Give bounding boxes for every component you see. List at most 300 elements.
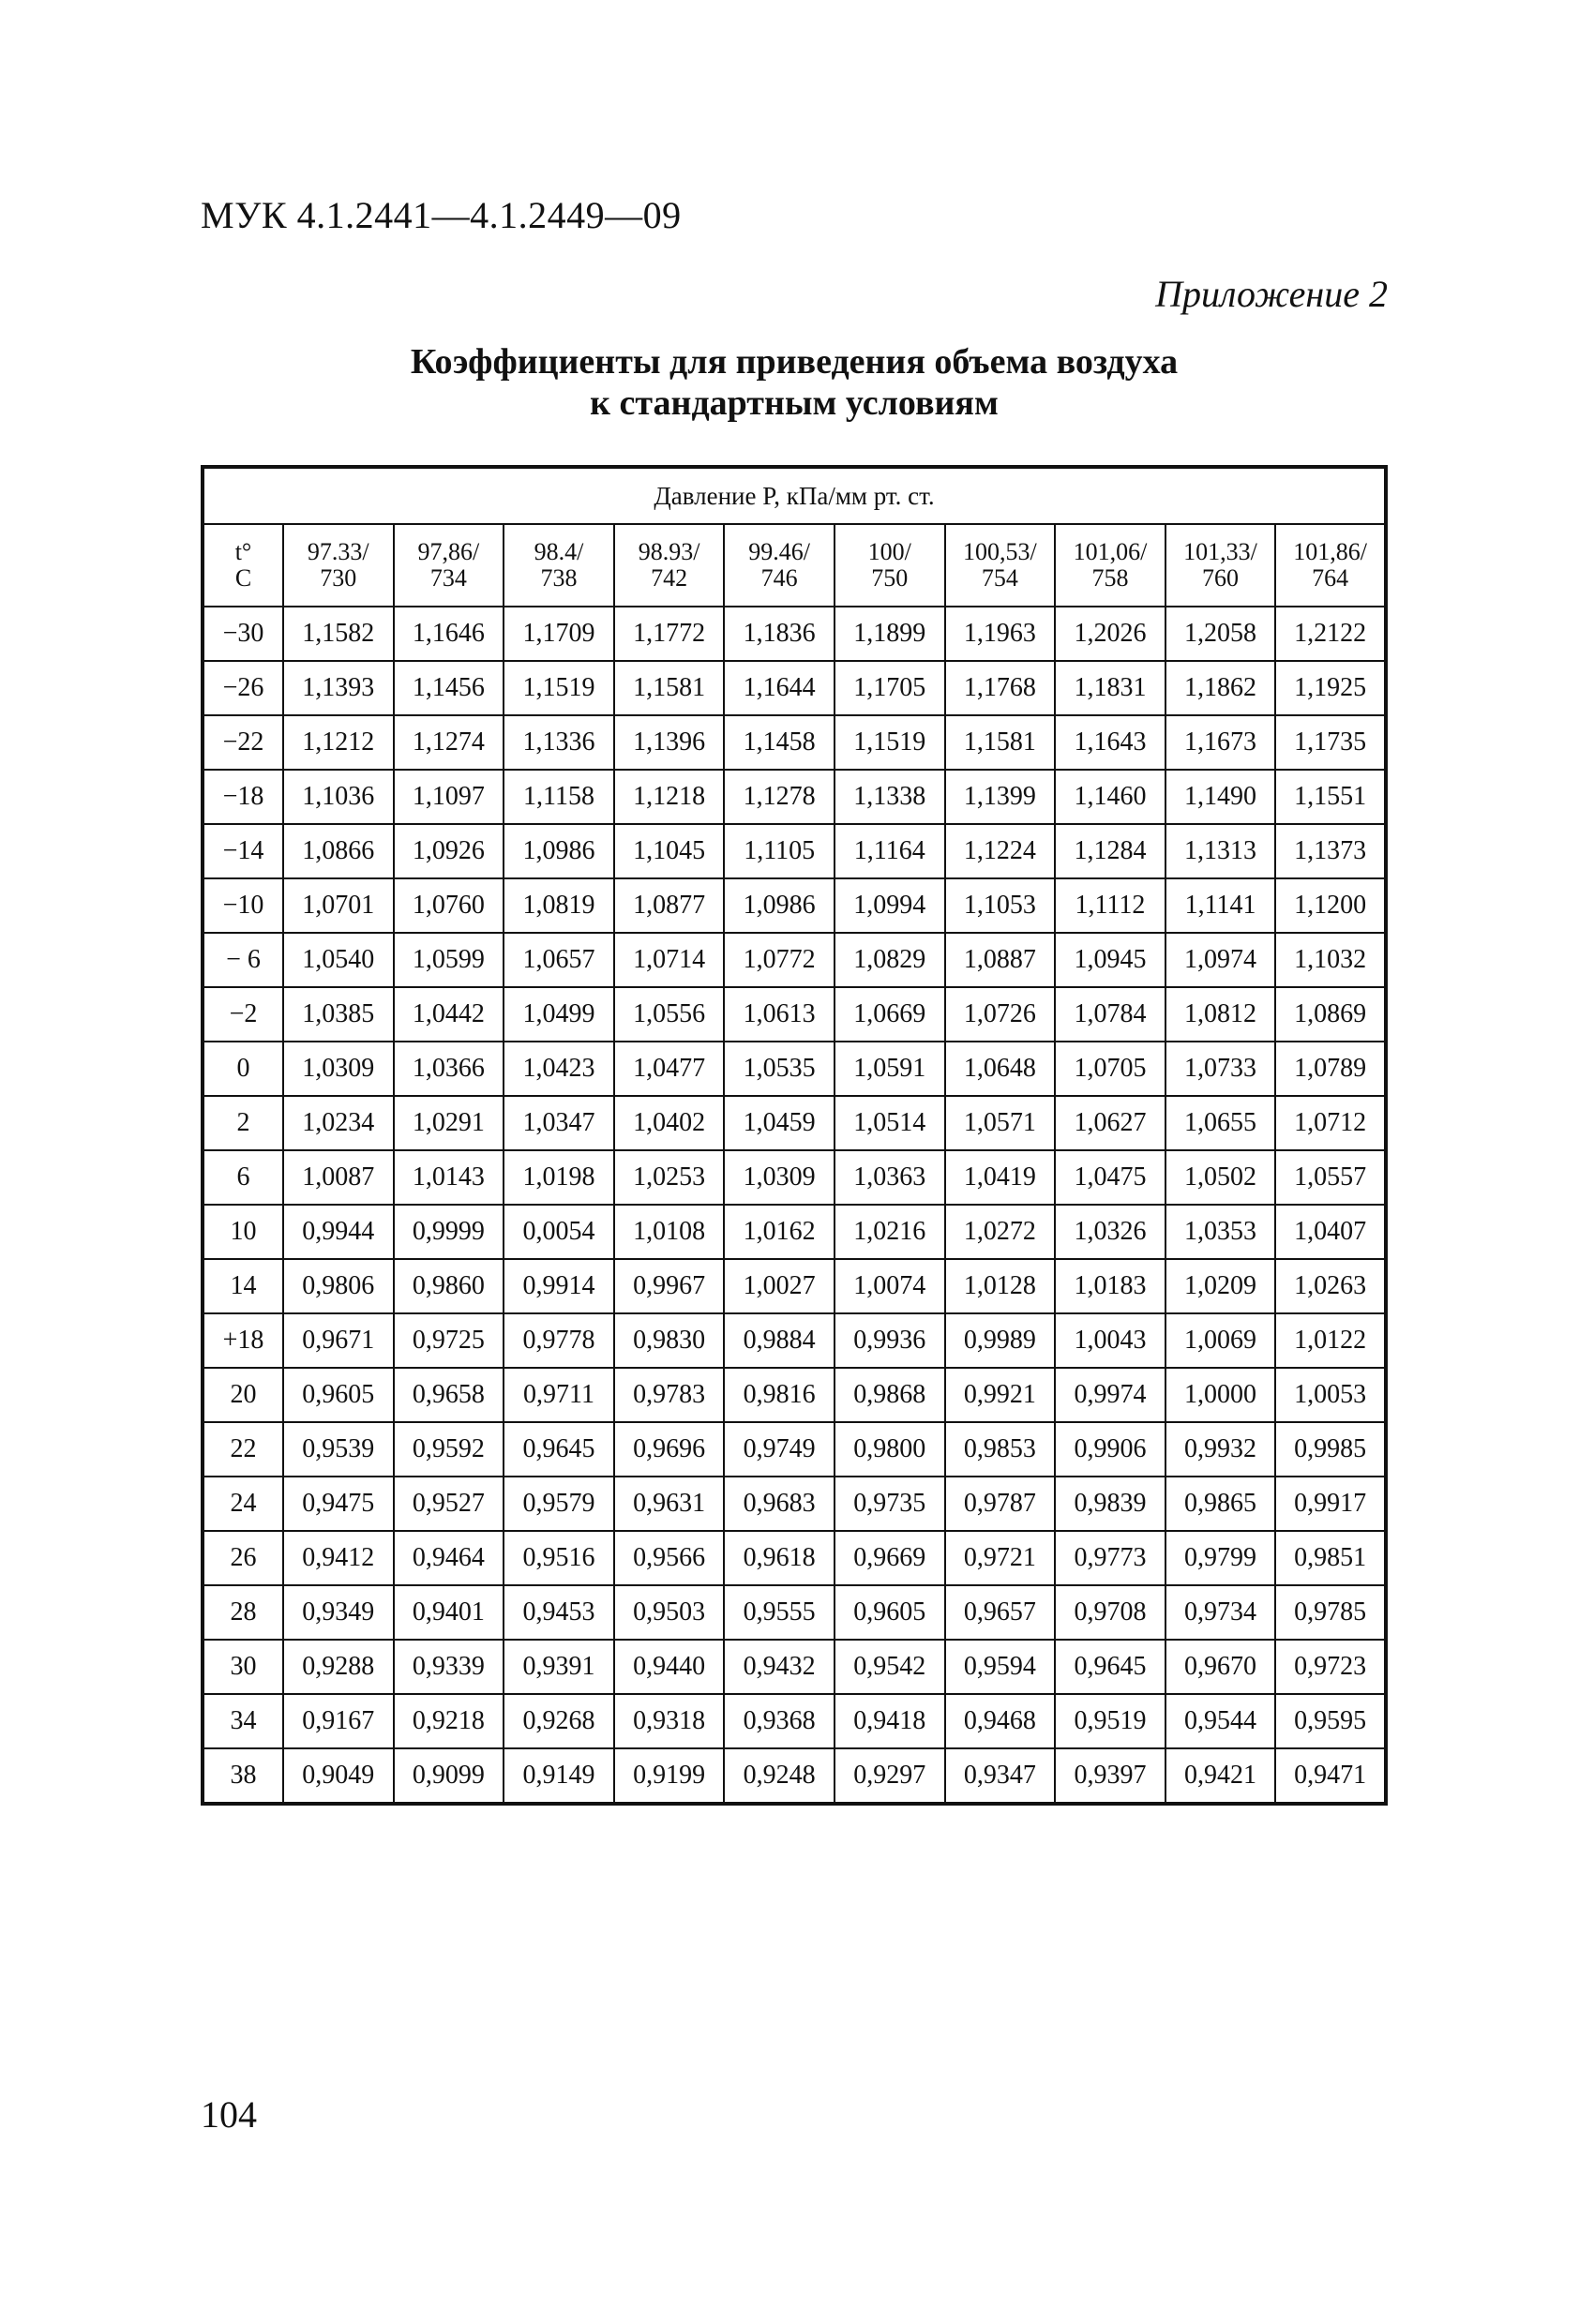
coefficient-cell: 0,9605: [835, 1585, 945, 1640]
coefficient-cell: 1,1313: [1165, 824, 1276, 878]
coefficient-cell: 0,9853: [945, 1422, 1056, 1477]
temperature-cell: −30: [203, 607, 283, 661]
coefficient-cell: 0,9906: [1055, 1422, 1165, 1477]
table-row: [203, 987, 1386, 1042]
coefficient-cell: 1,0599: [394, 933, 504, 987]
coefficient-cell: 0,9566: [614, 1531, 725, 1585]
table-row: [203, 824, 1386, 878]
coefficient-cell: 1,0198: [504, 1150, 614, 1205]
coefficient-cell: 1,1200: [1275, 878, 1386, 933]
column-header-row: [203, 524, 1386, 607]
title-line-2: к стандартным условиям: [590, 383, 999, 423]
pressure-mmhg: 734: [429, 564, 467, 592]
table-row: [203, 1368, 1386, 1422]
coefficient-cell: 1,1925: [1275, 661, 1386, 715]
coefficient-cell: 1,1396: [614, 715, 725, 770]
coefficient-cell: 0,9816: [724, 1368, 835, 1422]
table-row: [203, 1477, 1386, 1531]
coefficient-cell: 0,9711: [504, 1368, 614, 1422]
coefficient-cell: 0,9669: [835, 1531, 945, 1585]
coefficient-cell: 0,9542: [835, 1640, 945, 1694]
coefficient-cell: 1,1458: [724, 715, 835, 770]
coefficient-cell: 0,9539: [283, 1422, 394, 1477]
coefficient-cell: 0,9936: [835, 1313, 945, 1368]
pressure-kpa: 99.46/: [748, 538, 811, 565]
coefficient-cell: 1,0108: [614, 1205, 725, 1259]
coefficient-cell: 1,1393: [283, 661, 394, 715]
coefficient-cell: 1,0789: [1275, 1042, 1386, 1096]
pressure-column-header: [1055, 524, 1165, 607]
coefficient-cell: 1,0162: [724, 1205, 835, 1259]
coefficient-cell: 1,1032: [1275, 933, 1386, 987]
temperature-cell: − 6: [203, 933, 283, 987]
coefficient-cell: 0,9806: [283, 1259, 394, 1313]
pressure-mmhg: 730: [320, 564, 357, 592]
coefficient-cell: 0,9721: [945, 1531, 1056, 1585]
coefficient-cell: 1,0784: [1055, 987, 1165, 1042]
pressure-column-header: [1275, 524, 1386, 607]
coefficient-cell: 1,0535: [724, 1042, 835, 1096]
table-row: [203, 1422, 1386, 1477]
coefficient-cell: 1,0209: [1165, 1259, 1276, 1313]
coefficient-cell: 1,0074: [835, 1259, 945, 1313]
coefficient-cell: 1,0877: [614, 878, 725, 933]
coefficient-cell: 1,1105: [724, 824, 835, 878]
coefficient-cell: 1,1141: [1165, 878, 1276, 933]
coefficient-cell: 0,9218: [394, 1694, 504, 1748]
table-row: [203, 1313, 1386, 1368]
coefficient-cell: 0,0054: [504, 1205, 614, 1259]
coefficient-cell: 1,1338: [835, 770, 945, 824]
coefficient-cell: 0,9519: [1055, 1694, 1165, 1748]
coefficient-cell: 0,9749: [724, 1422, 835, 1477]
coefficient-cell: 0,9999: [394, 1205, 504, 1259]
coefficient-cell: 1,0347: [504, 1096, 614, 1150]
coefficient-cell: 1,0419: [945, 1150, 1056, 1205]
coefficient-cell: 0,9932: [1165, 1422, 1276, 1477]
table-row: [203, 1259, 1386, 1313]
coefficient-cell: 0,9725: [394, 1313, 504, 1368]
coefficient-cell: 1,0556: [614, 987, 725, 1042]
coefficient-cell: 1,2122: [1275, 607, 1386, 661]
temperature-cell: 38: [203, 1748, 283, 1804]
coefficient-cell: 1,1373: [1275, 824, 1386, 878]
coefficient-cell: 0,9199: [614, 1748, 725, 1804]
coefficient-cell: 1,1644: [724, 661, 835, 715]
coefficient-cell: 0,9595: [1275, 1694, 1386, 1748]
table-row: [203, 607, 1386, 661]
coefficient-cell: 0,9657: [945, 1585, 1056, 1640]
coefficient-cell: 1,0502: [1165, 1150, 1276, 1205]
pressure-kpa: 97,86/: [417, 538, 480, 565]
coefficient-cell: 1,1164: [835, 824, 945, 878]
table-row: [203, 661, 1386, 715]
coefficient-cell: 1,1582: [283, 607, 394, 661]
pressure-kpa: 98.93/: [638, 538, 700, 565]
temperature-cell: −26: [203, 661, 283, 715]
coefficient-cell: 1,0655: [1165, 1096, 1276, 1150]
temperature-cell: 34: [203, 1694, 283, 1748]
coefficient-cell: 0,9339: [394, 1640, 504, 1694]
temperature-cell: 14: [203, 1259, 283, 1313]
coefficient-cell: 0,9868: [835, 1368, 945, 1422]
coefficient-cell: 1,1045: [614, 824, 725, 878]
coefficient-cell: 0,9516: [504, 1531, 614, 1585]
coefficient-cell: 0,9944: [283, 1205, 394, 1259]
coefficient-cell: 0,9248: [724, 1748, 835, 1804]
coefficient-cell: 1,1735: [1275, 715, 1386, 770]
coefficient-cell: 0,9773: [1055, 1531, 1165, 1585]
coefficient-cell: 1,1646: [394, 607, 504, 661]
temperature-cell: 20: [203, 1368, 283, 1422]
coefficient-table: [201, 465, 1388, 1806]
table-row: [203, 1150, 1386, 1205]
coefficient-cell: 1,1460: [1055, 770, 1165, 824]
coefficient-cell: 0,9658: [394, 1368, 504, 1422]
pressure-mmhg: 738: [540, 564, 578, 592]
coefficient-cell: 1,1456: [394, 661, 504, 715]
coefficient-cell: 0,9605: [283, 1368, 394, 1422]
pressure-mmhg: 750: [871, 564, 909, 592]
coefficient-cell: 1,0772: [724, 933, 835, 987]
coefficient-cell: 0,9645: [504, 1422, 614, 1477]
coefficient-cell: 1,0701: [283, 878, 394, 933]
table-body: [203, 607, 1386, 1804]
coefficient-cell: 1,0027: [724, 1259, 835, 1313]
coefficient-cell: 0,9783: [614, 1368, 725, 1422]
temperature-cell: 26: [203, 1531, 283, 1585]
coefficient-cell: 1,0571: [945, 1096, 1056, 1150]
coefficient-cell: 1,0613: [724, 987, 835, 1042]
coefficient-cell: 1,0043: [1055, 1313, 1165, 1368]
coefficient-cell: 0,9368: [724, 1694, 835, 1748]
coefficient-cell: 0,9167: [283, 1694, 394, 1748]
pressure-column-header: [835, 524, 945, 607]
coefficient-cell: 0,9696: [614, 1422, 725, 1477]
coefficient-cell: 1,1284: [1055, 824, 1165, 878]
temperature-cell: 24: [203, 1477, 283, 1531]
pressure-column-header: [394, 524, 504, 607]
pressure-column-header: [1165, 524, 1276, 607]
temperature-cell: 6: [203, 1150, 283, 1205]
coefficient-cell: 1,1158: [504, 770, 614, 824]
coefficient-cell: 1,0309: [283, 1042, 394, 1096]
coefficient-cell: 1,1036: [283, 770, 394, 824]
coefficient-cell: 0,9683: [724, 1477, 835, 1531]
temperature-cell: +18: [203, 1313, 283, 1368]
coefficient-cell: 1,1053: [945, 878, 1056, 933]
coefficient-cell: 0,9860: [394, 1259, 504, 1313]
coefficient-cell: 0,9418: [835, 1694, 945, 1748]
pressure-mmhg: 758: [1091, 564, 1129, 592]
table-title: [201, 341, 1388, 424]
coefficient-cell: 1,1218: [614, 770, 725, 824]
coefficient-cell: 1,0829: [835, 933, 945, 987]
coefficient-cell: 1,1836: [724, 607, 835, 661]
coefficient-cell: 0,9555: [724, 1585, 835, 1640]
coefficient-cell: 1,0726: [945, 987, 1056, 1042]
coefficient-cell: 1,0053: [1275, 1368, 1386, 1422]
coefficient-cell: 1,0712: [1275, 1096, 1386, 1150]
coefficient-cell: 0,9471: [1275, 1748, 1386, 1804]
coefficient-cell: 1,0714: [614, 933, 725, 987]
table-row: [203, 715, 1386, 770]
coefficient-cell: 1,0272: [945, 1205, 1056, 1259]
coefficient-cell: 1,1336: [504, 715, 614, 770]
coefficient-cell: 1,0000: [1165, 1368, 1276, 1422]
coefficient-cell: 1,0887: [945, 933, 1056, 987]
coefficient-cell: 1,0363: [835, 1150, 945, 1205]
pressure-kpa: 101,33/: [1183, 538, 1257, 565]
pressure-column-header: [614, 524, 725, 607]
table-row: [203, 1748, 1386, 1804]
coefficient-cell: 1,0263: [1275, 1259, 1386, 1313]
table-row: [203, 1585, 1386, 1640]
coefficient-cell: 0,9670: [1165, 1640, 1276, 1694]
coefficient-cell: 0,9288: [283, 1640, 394, 1694]
coefficient-cell: 1,1581: [945, 715, 1056, 770]
coefficient-cell: 0,9884: [724, 1313, 835, 1368]
coefficient-cell: 0,9778: [504, 1313, 614, 1368]
pressure-kpa: 97.33/: [307, 538, 369, 565]
temperature-cell: 2: [203, 1096, 283, 1150]
coefficient-cell: 0,9475: [283, 1477, 394, 1531]
coefficient-cell: 1,1112: [1055, 878, 1165, 933]
coefficient-cell: 1,0253: [614, 1150, 725, 1205]
coefficient-cell: 0,9049: [283, 1748, 394, 1804]
coefficient-cell: 1,1224: [945, 824, 1056, 878]
coefficient-cell: 0,9989: [945, 1313, 1056, 1368]
coefficient-cell: 0,9149: [504, 1748, 614, 1804]
coefficient-cell: 0,9917: [1275, 1477, 1386, 1531]
temperature-header: [203, 524, 283, 607]
coefficient-cell: 1,1705: [835, 661, 945, 715]
coefficient-cell: 1,1490: [1165, 770, 1276, 824]
document-code: МУК 4.1.2441—4.1.2449—09: [201, 194, 682, 236]
coefficient-cell: 1,0366: [394, 1042, 504, 1096]
temperature-cell: −18: [203, 770, 283, 824]
table-row: [203, 1205, 1386, 1259]
coefficient-cell: 0,9391: [504, 1640, 614, 1694]
coefficient-cell: 0,9401: [394, 1585, 504, 1640]
coefficient-cell: 1,1519: [835, 715, 945, 770]
pressure-mmhg: 760: [1202, 564, 1240, 592]
coefficient-cell: 1,1581: [614, 661, 725, 715]
coefficient-cell: 1,0234: [283, 1096, 394, 1150]
coefficient-cell: 0,9297: [835, 1748, 945, 1804]
coefficient-cell: 1,0326: [1055, 1205, 1165, 1259]
temperature-cell: 10: [203, 1205, 283, 1259]
coefficient-cell: 1,0760: [394, 878, 504, 933]
coefficient-cell: 0,9397: [1055, 1748, 1165, 1804]
coefficient-cell: 0,9985: [1275, 1422, 1386, 1477]
coefficient-cell: 0,9974: [1055, 1368, 1165, 1422]
coefficient-cell: 1,1643: [1055, 715, 1165, 770]
coefficient-cell: 1,0087: [283, 1150, 394, 1205]
temperature-cell: −22: [203, 715, 283, 770]
coefficient-cell: 1,1673: [1165, 715, 1276, 770]
coefficient-cell: 0,9631: [614, 1477, 725, 1531]
coefficient-cell: 0,9347: [945, 1748, 1056, 1804]
coefficient-cell: 0,9503: [614, 1585, 725, 1640]
coefficient-cell: 0,9412: [283, 1531, 394, 1585]
coefficient-cell: 0,9734: [1165, 1585, 1276, 1640]
coefficient-cell: 1,2058: [1165, 607, 1276, 661]
coefficient-cell: 1,0648: [945, 1042, 1056, 1096]
coefficient-cell: 1,1963: [945, 607, 1056, 661]
coefficient-cell: 0,9723: [1275, 1640, 1386, 1694]
coefficient-cell: 1,0986: [504, 824, 614, 878]
coefficient-cell: 1,1274: [394, 715, 504, 770]
coefficient-cell: 1,0705: [1055, 1042, 1165, 1096]
coefficient-cell: 0,9800: [835, 1422, 945, 1477]
coefficient-cell: 1,1862: [1165, 661, 1276, 715]
temperature-cell: −14: [203, 824, 283, 878]
coefficient-cell: 1,0442: [394, 987, 504, 1042]
coefficient-cell: 1,1551: [1275, 770, 1386, 824]
coefficient-cell: 1,0122: [1275, 1313, 1386, 1368]
coefficient-cell: 0,9468: [945, 1694, 1056, 1748]
temperature-cell: −10: [203, 878, 283, 933]
coefficient-cell: 1,0385: [283, 987, 394, 1042]
coefficient-cell: 1,0477: [614, 1042, 725, 1096]
table-row: [203, 878, 1386, 933]
coefficient-cell: 0,9830: [614, 1313, 725, 1368]
coefficient-cell: 0,9349: [283, 1585, 394, 1640]
table-row: [203, 1640, 1386, 1694]
coefficient-cell: 1,0216: [835, 1205, 945, 1259]
coefficient-cell: 1,0353: [1165, 1205, 1276, 1259]
coefficient-cell: 1,0657: [504, 933, 614, 987]
appendix-label: Приложение 2: [1155, 273, 1388, 315]
coefficient-cell: 1,0866: [283, 824, 394, 878]
coefficient-cell: 1,0669: [835, 987, 945, 1042]
pressure-mmhg: 764: [1312, 564, 1349, 592]
coefficient-cell: 1,1772: [614, 607, 725, 661]
coefficient-cell: 1,0591: [835, 1042, 945, 1096]
coefficient-cell: 1,0407: [1275, 1205, 1386, 1259]
coefficient-cell: 0,9318: [614, 1694, 725, 1748]
coefficient-cell: 0,9527: [394, 1477, 504, 1531]
table-row: [203, 1042, 1386, 1096]
pressure-kpa: 100/: [867, 538, 911, 565]
coefficient-cell: 1,0309: [724, 1150, 835, 1205]
temperature-cell: 0: [203, 1042, 283, 1096]
table-row: [203, 1096, 1386, 1150]
pressure-column-header: [945, 524, 1056, 607]
coefficient-cell: 0,9432: [724, 1640, 835, 1694]
pressure-mmhg: 754: [981, 564, 1018, 592]
coefficient-cell: 0,9671: [283, 1313, 394, 1368]
coefficient-cell: 1,1212: [283, 715, 394, 770]
pressure-header-row: [203, 467, 1386, 524]
temperature-cell: 22: [203, 1422, 283, 1477]
coefficient-cell: 1,1831: [1055, 661, 1165, 715]
coefficient-cell: 1,0974: [1165, 933, 1276, 987]
coefficient-cell: 0,9865: [1165, 1477, 1276, 1531]
pressure-mmhg: 746: [760, 564, 798, 592]
pressure-column-header: [283, 524, 394, 607]
temperature-cell: 28: [203, 1585, 283, 1640]
coefficient-cell: 1,1899: [835, 607, 945, 661]
coefficient-cell: 1,0291: [394, 1096, 504, 1150]
table-row: [203, 770, 1386, 824]
temperature-cell: 30: [203, 1640, 283, 1694]
coefficient-cell: 0,9785: [1275, 1585, 1386, 1640]
coefficient-cell: 0,9645: [1055, 1640, 1165, 1694]
coefficient-cell: 0,9592: [394, 1422, 504, 1477]
coefficient-cell: 0,9799: [1165, 1531, 1276, 1585]
table-row: [203, 933, 1386, 987]
coefficient-cell: 0,9544: [1165, 1694, 1276, 1748]
pressure-header: Давление P, кПа/мм рт. ст.: [203, 467, 1386, 524]
coefficient-cell: 0,9618: [724, 1531, 835, 1585]
coefficient-cell: 1,0475: [1055, 1150, 1165, 1205]
coefficient-cell: 1,0733: [1165, 1042, 1276, 1096]
coefficient-cell: 0,9464: [394, 1531, 504, 1585]
title-line-1: Коэффициенты для приведения объема воздуха: [410, 342, 1179, 382]
coefficient-cell: 1,0627: [1055, 1096, 1165, 1150]
coefficient-cell: 1,0812: [1165, 987, 1276, 1042]
coefficient-cell: 1,0143: [394, 1150, 504, 1205]
coefficient-cell: 0,9421: [1165, 1748, 1276, 1804]
pressure-column-header: [504, 524, 614, 607]
table-row: [203, 1531, 1386, 1585]
coefficient-cell: 1,0986: [724, 878, 835, 933]
coefficient-cell: 1,0945: [1055, 933, 1165, 987]
coefficient-cell: 0,9914: [504, 1259, 614, 1313]
coefficient-cell: 0,9440: [614, 1640, 725, 1694]
coefficient-cell: 1,0540: [283, 933, 394, 987]
coefficient-cell: 1,0459: [724, 1096, 835, 1150]
coefficient-cell: 0,9921: [945, 1368, 1056, 1422]
coefficient-cell: 1,1709: [504, 607, 614, 661]
temperature-header-unit: C: [234, 564, 252, 592]
coefficient-cell: 1,0926: [394, 824, 504, 878]
pressure-column-header: [724, 524, 835, 607]
coefficient-cell: 1,1519: [504, 661, 614, 715]
coefficient-cell: 1,0819: [504, 878, 614, 933]
pressure-kpa: 100,53/: [962, 538, 1037, 565]
coefficient-cell: 0,9268: [504, 1694, 614, 1748]
coefficient-cell: 1,0994: [835, 878, 945, 933]
pressure-kpa: 98.4/: [534, 538, 584, 565]
temperature-header-symbol: t°: [234, 538, 252, 565]
coefficient-cell: 0,9735: [835, 1477, 945, 1531]
coefficient-cell: 0,9851: [1275, 1531, 1386, 1585]
coefficient-cell: 1,0514: [835, 1096, 945, 1150]
pressure-kpa: 101,06/: [1073, 538, 1148, 565]
coefficient-cell: 1,0128: [945, 1259, 1056, 1313]
coefficient-cell: 1,0869: [1275, 987, 1386, 1042]
coefficient-cell: 1,0499: [504, 987, 614, 1042]
coefficient-cell: 1,2026: [1055, 607, 1165, 661]
coefficient-cell: 0,9594: [945, 1640, 1056, 1694]
temperature-cell: −2: [203, 987, 283, 1042]
coefficient-cell: 0,9787: [945, 1477, 1056, 1531]
coefficient-cell: 0,9967: [614, 1259, 725, 1313]
coefficient-cell: 1,1768: [945, 661, 1056, 715]
coefficient-cell: 1,1399: [945, 770, 1056, 824]
pressure-mmhg: 742: [651, 564, 688, 592]
pressure-kpa: 101,86/: [1293, 538, 1368, 565]
coefficient-cell: 1,0183: [1055, 1259, 1165, 1313]
table-row: [203, 1694, 1386, 1748]
coefficient-cell: 1,0069: [1165, 1313, 1276, 1368]
coefficient-cell: 0,9453: [504, 1585, 614, 1640]
coefficient-cell: 1,0423: [504, 1042, 614, 1096]
coefficient-cell: 1,0557: [1275, 1150, 1386, 1205]
